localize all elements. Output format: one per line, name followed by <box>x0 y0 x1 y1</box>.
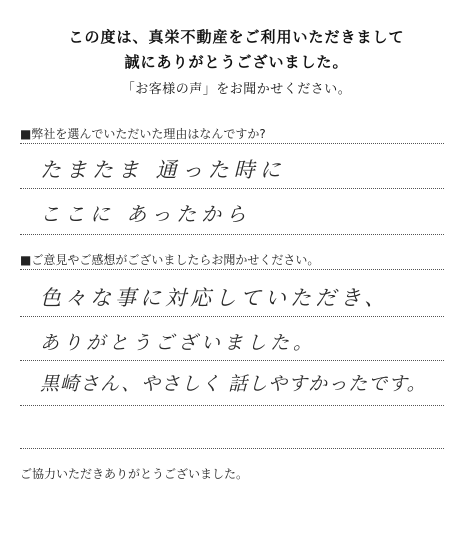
intro-line-1: この度は、真栄不動産をご利用いただきまして <box>68 28 405 46</box>
answer-1-line-1: たまたま 通った時に <box>40 158 286 182</box>
intro-line-2: 誠にありがとうございました。 <box>124 53 349 71</box>
answer-1-rule-2 <box>20 234 444 235</box>
answer-2-rule-1 <box>20 316 444 317</box>
answer-2-line-2: ありがとうございました。 <box>40 332 317 354</box>
answer-2-line-1: 色々な事に対応していただき、 <box>40 286 390 310</box>
answer-2-line-3: 黒崎さん、やさしく 話しやすかったです。 <box>40 373 427 395</box>
answer-2-rule-2 <box>20 360 444 361</box>
intro-line-3: 「お客様の声」をお聞かせください。 <box>121 82 352 97</box>
answer-2-rule-4 <box>20 448 444 449</box>
question-2-label: ■ご意見やご感想がございましたらお聞かせください。 <box>20 253 320 267</box>
divider-q2-top <box>20 269 444 270</box>
answer-1-line-2: ここに あったから <box>40 202 252 226</box>
answer-1-rule-1 <box>20 188 444 189</box>
divider-q1-top <box>20 143 444 144</box>
answer-2-rule-3 <box>20 405 444 406</box>
question-1-label: ■弊社を選んでいただいた理由はなんですか? <box>20 127 266 141</box>
footer-thanks: ご協力いただきありがとうございました。 <box>20 467 249 481</box>
